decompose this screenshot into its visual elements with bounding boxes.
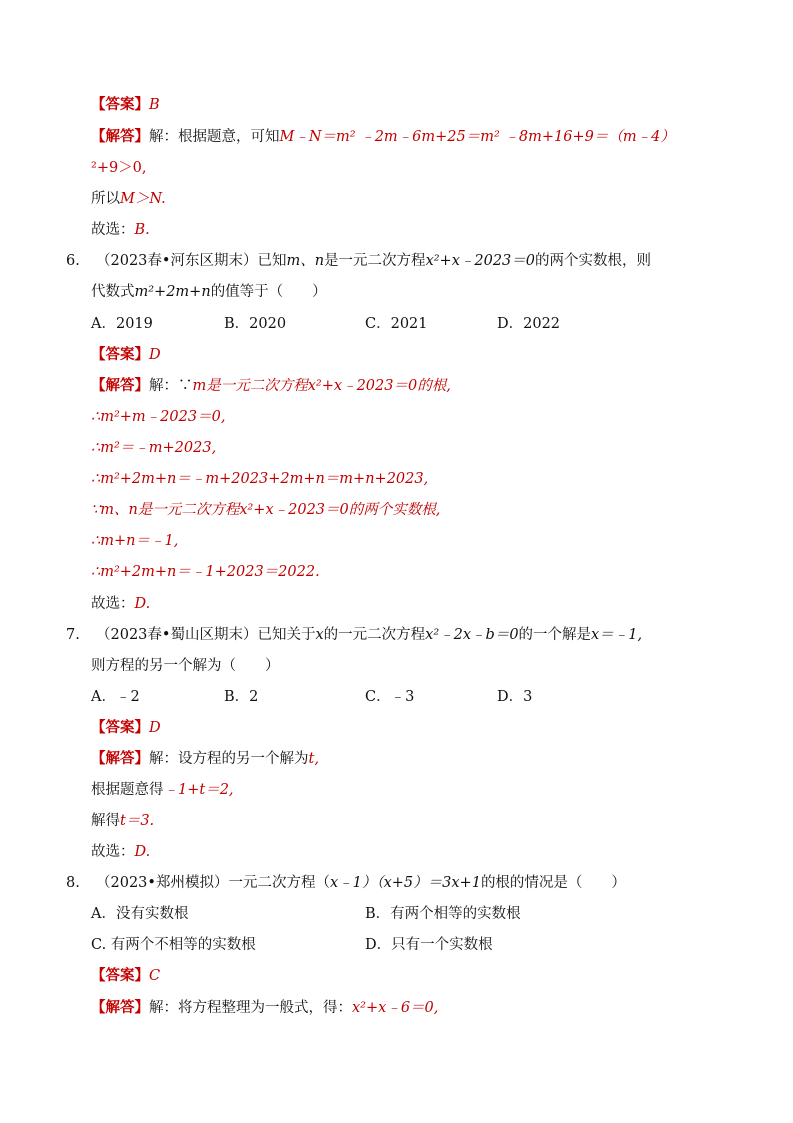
answer-line-8: 【答案】C bbox=[91, 967, 161, 984]
question-7-line-1: 7. （2023春•蜀山区期末）已知关于x的一元二次方程x²﹣2x﹣b＝0的一个解是x＝﹣1, bbox=[66, 627, 643, 643]
option-b: B．有两个相等的实数根 bbox=[365, 906, 521, 922]
option-c: C. 有两个不相等的实数根 bbox=[91, 937, 256, 953]
option-b: B．2 bbox=[224, 689, 259, 705]
answer-label: 【答案】 bbox=[91, 96, 149, 113]
solution-line-6-2: ∴m²+m﹣2023＝0, bbox=[91, 409, 226, 425]
solution-line-6-7: ∴m²+2m+n＝﹣1+2023＝2022. bbox=[91, 564, 320, 580]
question-number: 6. bbox=[66, 253, 80, 269]
solution-line-7-2: 根据题意得﹣1+t＝2, bbox=[91, 782, 234, 798]
solution-line-6-5: ∵m、n是一元二次方程x²+x﹣2023＝0的两个实数根, bbox=[91, 502, 441, 518]
choice-line-6: 故选：D. bbox=[91, 596, 151, 612]
option-a: A．﹣2 bbox=[91, 689, 140, 705]
option-d: D．3 bbox=[497, 689, 533, 705]
choice-line-5: 故选：B. bbox=[91, 222, 150, 238]
answer-line-6: 【答案】D bbox=[91, 346, 161, 363]
option-b: B．2020 bbox=[224, 316, 287, 332]
question-8-line-1: 8. （2023•郑州模拟）一元二次方程（x﹣1）（x+5）＝3x+1的根的情况是（ ） bbox=[66, 875, 626, 891]
option-d: D．只有一个实数根 bbox=[365, 937, 493, 953]
answer-value: B bbox=[149, 97, 160, 113]
solution-line-6-3: ∴m²＝﹣m+2023, bbox=[91, 440, 217, 456]
option-c: C．2021 bbox=[365, 316, 428, 332]
question-7-line-2: 则方程的另一个解为（ ） bbox=[91, 658, 280, 674]
solution-line-7-3: 解得t＝3. bbox=[91, 813, 155, 829]
solution-line-7-1: 【解答】解：设方程的另一个解为t, bbox=[91, 750, 319, 767]
question-number: 7. bbox=[66, 627, 80, 643]
option-d: D．2022 bbox=[497, 316, 561, 332]
solution-line-5-1: 【解答】解：根据题意，可知M﹣N＝m² ﹣2m﹣6m+25＝m² ﹣8m+16+9＝（m﹣4） bbox=[91, 128, 675, 145]
answer-line-5 bbox=[91, 95, 160, 115]
solution-line-5-2: ²+9＞0, bbox=[91, 160, 147, 176]
solution-line-5-3: 所以M＞N. bbox=[91, 191, 166, 207]
answer-line-7: 【答案】D bbox=[91, 719, 161, 736]
choice-line-7: 故选：D. bbox=[91, 844, 151, 860]
solution-label: 【解答】 bbox=[91, 128, 149, 145]
question-6-line-1: 6. （2023春•河东区期末）已知m、n是一元二次方程x²+x﹣2023＝0的两个实数根，则 bbox=[66, 253, 652, 269]
math-expression: M﹣N＝m² ﹣2m﹣6m+25＝m² ﹣8m+16+9＝（m﹣4） bbox=[279, 129, 675, 145]
option-c: C．﹣3 bbox=[365, 689, 415, 705]
option-a: A．2019 bbox=[91, 316, 153, 332]
solution-line-8-1: 【解答】解：将方程整理为一般式，得：x²+x﹣6＝0, bbox=[91, 999, 439, 1016]
solution-line-6-1: 【解答】解：∵m是一元二次方程x²+x﹣2023＝0的根, bbox=[91, 377, 451, 394]
option-a: A．没有实数根 bbox=[91, 906, 189, 922]
question-6-line-2: 代数式m²+2m+n的值等于（ ） bbox=[91, 284, 327, 300]
question-number: 8. bbox=[66, 875, 80, 891]
solution-line-6-6: ∴m+n＝﹣1, bbox=[91, 533, 179, 549]
solution-line-6-4: ∴m²+2m+n＝﹣m+2023+2m+n＝m+n+2023, bbox=[91, 471, 429, 487]
